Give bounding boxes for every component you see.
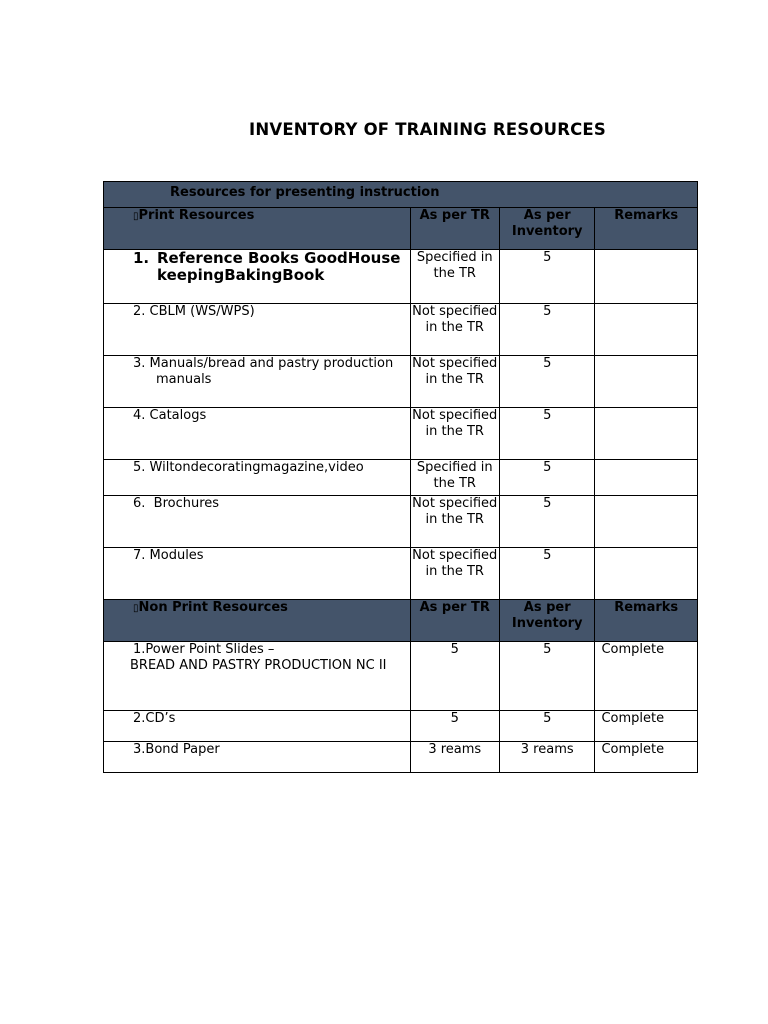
inventory-table [103, 181, 698, 773]
section-header: Resources for presenting instruction [104, 182, 698, 208]
table-row [104, 304, 698, 356]
remarks [595, 356, 698, 408]
inventory-count: 5 [499, 642, 594, 711]
nonprint-header-label: ▯Non Print Resources [104, 600, 411, 642]
tr-count: 3 reams [410, 742, 499, 773]
remarks: Complete [595, 711, 698, 742]
tr-status: Not specified in the TR [410, 496, 499, 548]
print-header-row [104, 208, 698, 250]
print-header-label: ▯Print Resources [104, 208, 411, 250]
resource-name: 1. Reference Books GoodHousekeepingBakingBook [104, 250, 411, 304]
tr-count: 5 [410, 711, 499, 742]
inventory-count: 5 [499, 356, 594, 408]
table-row [104, 460, 698, 496]
tr-status: Not specified in the TR [410, 356, 499, 408]
resource-name: 4. Catalogs [104, 408, 411, 460]
table-row [104, 742, 698, 773]
nonprint-header-row [104, 600, 698, 642]
tr-status: Specified in the TR [410, 250, 499, 304]
resource-name: 6. Brochures [104, 496, 411, 548]
remarks [595, 304, 698, 356]
remarks: Complete [595, 642, 698, 711]
print-header-inventory: As per Inventory [499, 208, 594, 250]
inventory-count: 5 [499, 460, 594, 496]
table-row [104, 496, 698, 548]
table-row [104, 711, 698, 742]
box-glyph-icon: ▯ [133, 603, 139, 614]
nonprint-header-inventory: As per Inventory [499, 600, 594, 642]
tr-status: Not specified in the TR [410, 408, 499, 460]
inventory-count: 5 [499, 250, 594, 304]
box-glyph-icon: ▯ [133, 211, 139, 222]
table-row [104, 356, 698, 408]
remarks [595, 408, 698, 460]
remarks [595, 460, 698, 496]
inventory-count: 5 [499, 408, 594, 460]
inventory-count: 5 [499, 304, 594, 356]
section-header-row [104, 182, 698, 208]
page-title: INVENTORY OF TRAINING RESOURCES [249, 120, 606, 139]
tr-count: 5 [410, 642, 499, 711]
remarks [595, 496, 698, 548]
resource-name: 1.Power Point Slides – BREAD AND PASTRY PRODUCTION NC II [104, 642, 411, 711]
inventory-count: 3 reams [499, 742, 594, 773]
tr-status: Specified in the TR [410, 460, 499, 496]
remarks: Complete [595, 742, 698, 773]
table-row [104, 250, 698, 304]
table-row [104, 408, 698, 460]
resource-name: 3.Bond Paper [104, 742, 411, 773]
resource-name: 7. Modules [104, 548, 411, 600]
table-row [104, 548, 698, 600]
inventory-count: 5 [499, 496, 594, 548]
resource-name: 2.CD’s [104, 711, 411, 742]
tr-status: Not specified in the TR [410, 304, 499, 356]
remarks [595, 250, 698, 304]
nonprint-header-tr: As per TR [410, 600, 499, 642]
print-header-tr: As per TR [410, 208, 499, 250]
resource-name: 5. Wiltondecoratingmagazine,video [104, 460, 411, 496]
nonprint-header-remarks: Remarks [595, 600, 698, 642]
inventory-count: 5 [499, 711, 594, 742]
resource-name: 3. Manuals/bread and pastry production manuals [104, 356, 411, 408]
resource-name: 2. CBLM (WS/WPS) [104, 304, 411, 356]
tr-status: Not specified in the TR [410, 548, 499, 600]
inventory-count: 5 [499, 548, 594, 600]
print-header-remarks: Remarks [595, 208, 698, 250]
table-row [104, 642, 698, 711]
remarks [595, 548, 698, 600]
